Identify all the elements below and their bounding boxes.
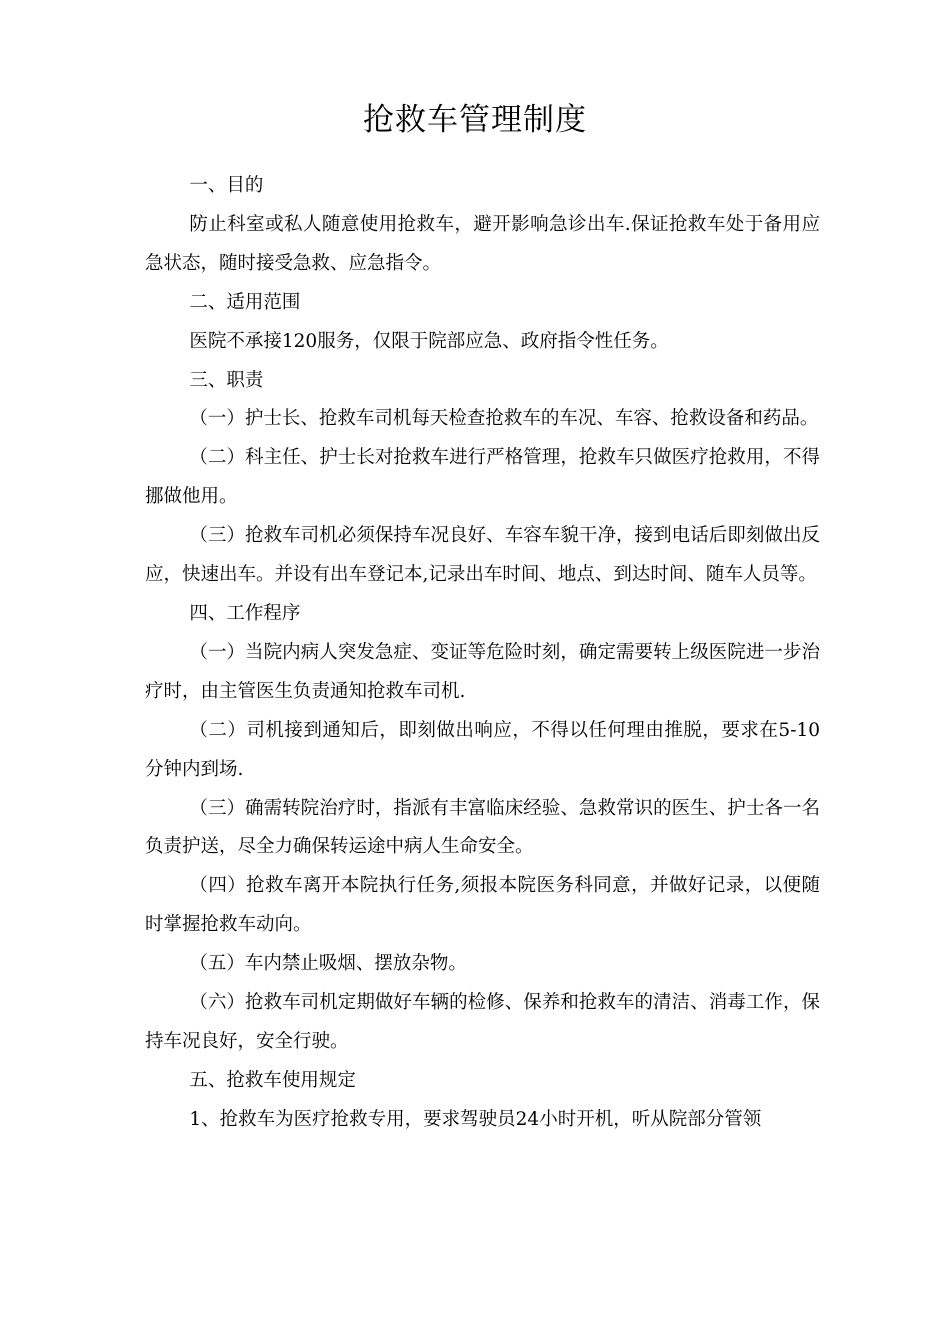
section-heading-duties: 三、职责 (189, 369, 264, 391)
paragraph-duty-2: （二）科主任、护士长对抢救车进行严格管理，抢救车只做医疗抢救用，不得挪做他用。 (145, 447, 820, 508)
paragraph-scope: 医院不承接120服务，仅限于院部应急、政府指令性任务。 (189, 330, 669, 352)
section-heading-scope: 二、适用范围 (189, 291, 301, 313)
paragraph-usage-rule-1: 1、抢救车为医疗抢救专用，要求驾驶员24小时开机，听从院部分管领 (189, 1108, 762, 1130)
document-body (145, 167, 820, 1140)
paragraph-procedure-1: （一）当院内病人突发急症、变证等危险时刻，确定需要转上级医院进一步治疗时，由主管医生负责通知抢救车司机. (145, 641, 820, 702)
paragraph-procedure-5: （五）车内禁止吸烟、摆放杂物。 (189, 953, 467, 975)
paragraph-purpose: 防止科室或私人随意使用抢救车，避开影响急诊出车.保证抢救车处于备用应急状态，随时接受急救、应急指令。 (145, 213, 820, 274)
paragraph-procedure-4: （四）抢救车离开本院执行任务,须报本院医务科同意，并做好记录，以便随时掌握抢救车动向。 (145, 875, 820, 936)
paragraph-procedure-2: （二）司机接到通知后，即刻做出响应，不得以任何理由推脱，要求在5-10分钟内到场. (145, 719, 820, 780)
section-heading-purpose: 一、目的 (189, 175, 264, 196)
section-heading-procedure: 四、工作程序 (189, 602, 301, 624)
paragraph-procedure-3: （三）确需转院治疗时，指派有丰富临床经验、急救常识的医生、护士各一名负责护送，尽全力确保转运途中病人生命安全。 (145, 797, 820, 858)
section-heading-usage-rules: 五、抢救车使用规定 (189, 1069, 356, 1091)
paragraph-duty-1: （一）护士长、抢救车司机每天检查抢救车的车况、车容、抢救设备和药品。 (189, 408, 819, 430)
paragraph-procedure-6: （六）抢救车司机定期做好车辆的检修、保养和抢救车的清洁、消毒工作，保持车况良好，安全行驶。 (145, 992, 820, 1052)
paragraph-duty-3: （三）抢救车司机必须保持车况良好、车容车貌干净，接到电话后即刻做出反应，快速出车。并设有出车登记本,记录出车时间、地点、到达时间、随车人员等。 (145, 525, 820, 586)
page-title: 抢救车管理制度 (363, 102, 587, 138)
